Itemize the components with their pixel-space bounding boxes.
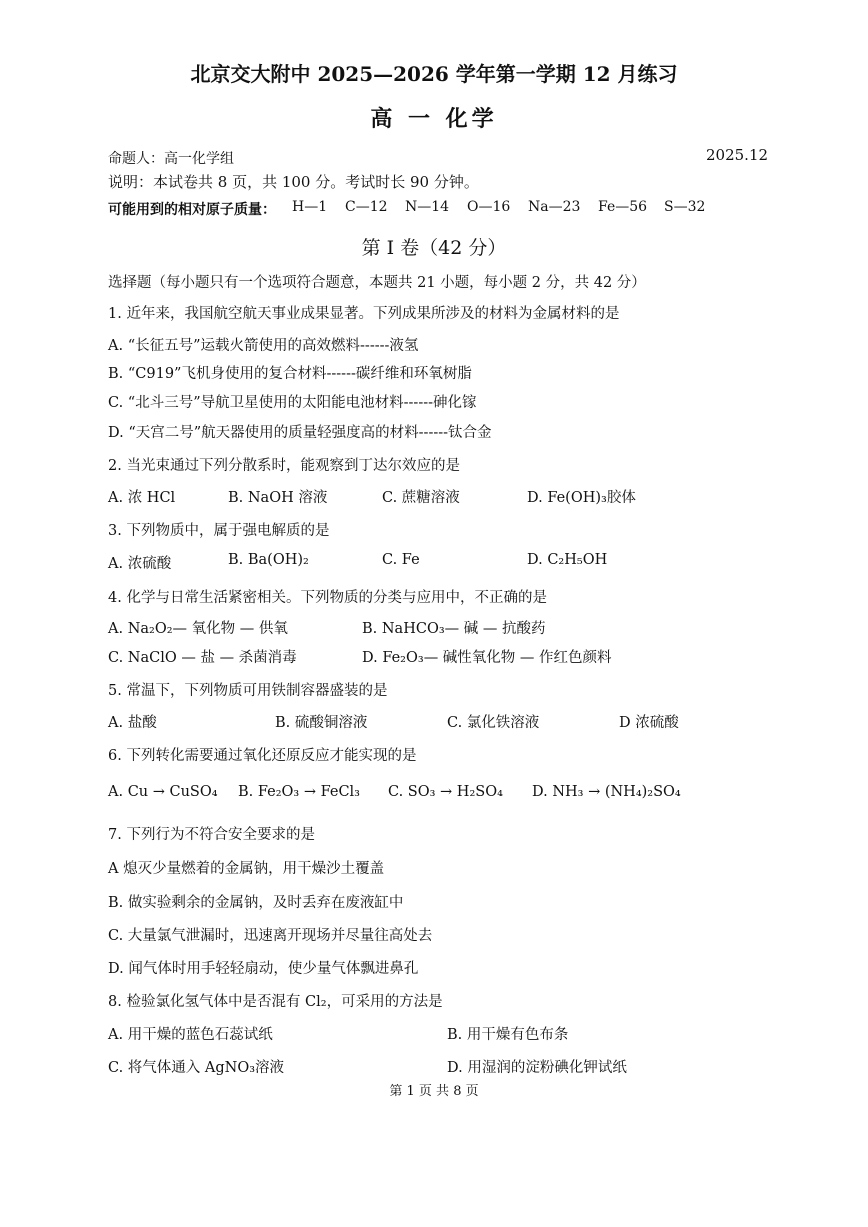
question-4-stem: 4. 化学与日常生活紧密相关。下列物质的分类与应用中，不正确的是	[108, 590, 547, 606]
question-3-stem: 3. 下列物质中，属于强电解质的是	[108, 523, 330, 539]
atomic-mass-o: O—16	[467, 199, 511, 215]
question-1-option-d: D. “天宫二号”航天器使用的质量轻强度高的材料------钛合金	[108, 425, 492, 441]
question-5-option-a: A. 盐酸	[108, 715, 157, 731]
question-2-option-b: B. NaOH 溶液	[228, 490, 328, 506]
question-4-option-b: B. NaHCO₃— 碱 — 抗酸药	[362, 621, 546, 637]
atomic-mass-na: Na—23	[528, 199, 581, 215]
question-6-stem: 6. 下列转化需要通过氧化还原反应才能实现的是	[108, 748, 417, 764]
question-8-option-b: B. 用干燥有色布条	[447, 1027, 569, 1043]
question-2-option-d: D. Fe(OH)₃胶体	[527, 490, 636, 506]
question-6-option-c: C. SO₃ → H₂SO₄	[388, 784, 503, 800]
exam-title: 北京交大附中 2025—2026 学年第一学期 12 月练习	[190, 62, 678, 86]
question-7-option-b: B. 做实验剩余的金属钠，及时丢弃在废液缸中	[108, 895, 404, 911]
question-1-option-b: B. “C919”飞机身使用的复合材料------碳纤维和环氧树脂	[108, 366, 472, 382]
question-8-option-a: A. 用干燥的蓝色石蕊试纸	[108, 1027, 273, 1043]
exam-subject: 高 一 化学	[370, 106, 498, 132]
question-5-stem: 5. 常温下，下列物质可用铁制容器盛装的是	[108, 683, 388, 699]
question-5-option-b: B. 硫酸铜溶液	[275, 715, 368, 731]
question-2-option-c: C. 蔗糖溶液	[382, 490, 460, 506]
page-footer: 第 1 页 共 8 页	[389, 1084, 479, 1099]
question-1-option-a: A. “长征五号”运载火箭使用的高效燃料------液氢	[108, 338, 419, 354]
question-8-option-d: D. 用湿润的淀粉碘化钾试纸	[447, 1060, 627, 1076]
question-1-stem: 1. 近年来，我国航空航天事业成果显著。下列成果所涉及的材料为金属材料的是	[108, 306, 620, 322]
question-6-option-b: B. Fe₂O₃ → FeCl₃	[238, 784, 360, 800]
question-7-option-c: C. 大量氯气泄漏时，迅速离开现场并尽量往高处去	[108, 928, 433, 944]
question-5-option-d: D 浓硫酸	[619, 715, 679, 731]
atomic-mass-c: C—12	[345, 199, 388, 215]
question-3-option-a: A. 浓硫酸	[108, 556, 172, 572]
atomic-mass-h: H—1	[292, 199, 328, 215]
atomic-mass-label: 可能用到的相对原子质量：	[108, 202, 276, 218]
section-title: 第 I 卷（42 分）	[361, 237, 507, 259]
question-7-stem: 7. 下列行为不符合安全要求的是	[108, 827, 315, 843]
question-8-stem: 8. 检验氯化氢气体中是否混有 Cl₂，可采用的方法是	[108, 994, 443, 1010]
question-4-option-d: D. Fe₂O₃— 碱性氧化物 — 作红色颜料	[362, 650, 612, 666]
exam-date: 2025.12	[706, 146, 769, 164]
atomic-mass-n: N—14	[405, 199, 450, 215]
question-3-option-b: B. Ba(OH)₂	[228, 552, 309, 568]
question-2-stem: 2. 当光束通过下列分散系时，能观察到丁达尔效应的是	[108, 458, 460, 474]
question-7-option-d: D. 闻气体时用手轻轻扇动，使少量气体飘进鼻孔	[108, 961, 419, 977]
question-3-option-c: C. Fe	[382, 552, 420, 568]
question-2-option-a: A. 浓 HCl	[108, 490, 176, 506]
exam-author: 命题人：高一化学组	[108, 151, 234, 167]
question-7-option-a: A 熄灭少量燃着的金属钠，用干燥沙土覆盖	[108, 861, 385, 877]
question-4-option-a: A. Na₂O₂— 氧化物 — 供氧	[108, 621, 288, 637]
atomic-mass-fe: Fe—56	[598, 199, 648, 215]
question-6-option-d: D. NH₃ → (NH₄)₂SO₄	[532, 784, 681, 800]
question-1-option-c: C. “北斗三号”导航卫星使用的太阳能电池材料------砷化镓	[108, 395, 477, 411]
section-instructions: 选择题（每小题只有一个选项符合题意，本题共 21 小题，每小题 2 分，共 42 分）	[108, 275, 646, 291]
question-6-option-a: A. Cu → CuSO₄	[108, 784, 218, 800]
question-8-option-c: C. 将气体通入 AgNO₃溶液	[108, 1060, 285, 1076]
question-3-option-d: D. C₂H₅OH	[527, 552, 608, 568]
atomic-mass-s: S—32	[664, 199, 706, 215]
question-5-option-c: C. 氯化铁溶液	[447, 715, 540, 731]
exam-note: 说明：本试卷共 8 页，共 100 分。考试时长 90 分钟。	[108, 173, 479, 191]
question-4-option-c: C. NaClO — 盐 — 杀菌消毒	[108, 650, 297, 666]
